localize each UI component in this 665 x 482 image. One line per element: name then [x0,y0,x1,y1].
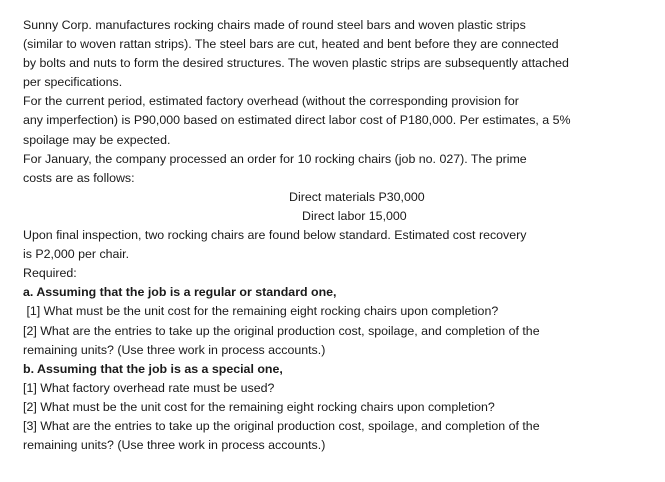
part-b-question: remaining units? (Use three work in process accounts.) [23,438,326,453]
text-line: per specifications. [23,75,123,90]
text-line: spoilage may be expected. [23,132,171,147]
text-line: (similar to woven rattan strips). The steel bars are cut, heated and bent before they are connected [23,37,559,52]
cost-direct-labor: Direct labor 15,000 [302,208,407,223]
part-a-question: remaining units? (Use three work in process accounts.) [23,342,326,357]
part-a-question: [2] What are the entries to take up the original production cost, spoilage, and completion of the [23,323,540,338]
text-line: costs are as follows: [23,170,135,185]
text-line: Sunny Corp. manufactures rocking chairs made of round steel bars and woven plastic strips [23,18,526,32]
required-label: Required: [23,266,77,281]
part-b-question: [3] What are the entries to take up the original production cost, spoilage, and completion of the [23,418,540,433]
cost-direct-materials: Direct materials P30,000 [289,189,425,204]
problem-document [23,16,653,455]
text-line: by bolts and nuts to form the desired structures. The woven plastic strips are subsequently attached [23,56,569,71]
part-b-heading: b. Assuming that the job is as a special one, [23,361,283,376]
text-line: For the current period, estimated factory overhead (without the corresponding provision for [23,94,519,109]
text-line: is P2,000 per chair. [23,247,130,262]
part-b-question: [2] What must be the unit cost for the remaining eight rocking chairs upon completion? [23,399,495,414]
text-line: For January, the company processed an order for 10 rocking chairs (job no. 027). The prime [23,151,527,166]
text-line: any imperfection) is P90,000 based on estimated direct labor cost of P180,000. Per estimates, a 5% [23,113,571,128]
part-b-question: [1] What factory overhead rate must be used? [23,380,275,395]
part-a-heading: a. Assuming that the job is a regular or standard one, [23,285,337,300]
text-line: Upon final inspection, two rocking chairs are found below standard. Estimated cost recovery [23,228,527,243]
part-a-question: [1] What must be the unit cost for the remaining eight rocking chairs upon completion? [23,304,499,319]
